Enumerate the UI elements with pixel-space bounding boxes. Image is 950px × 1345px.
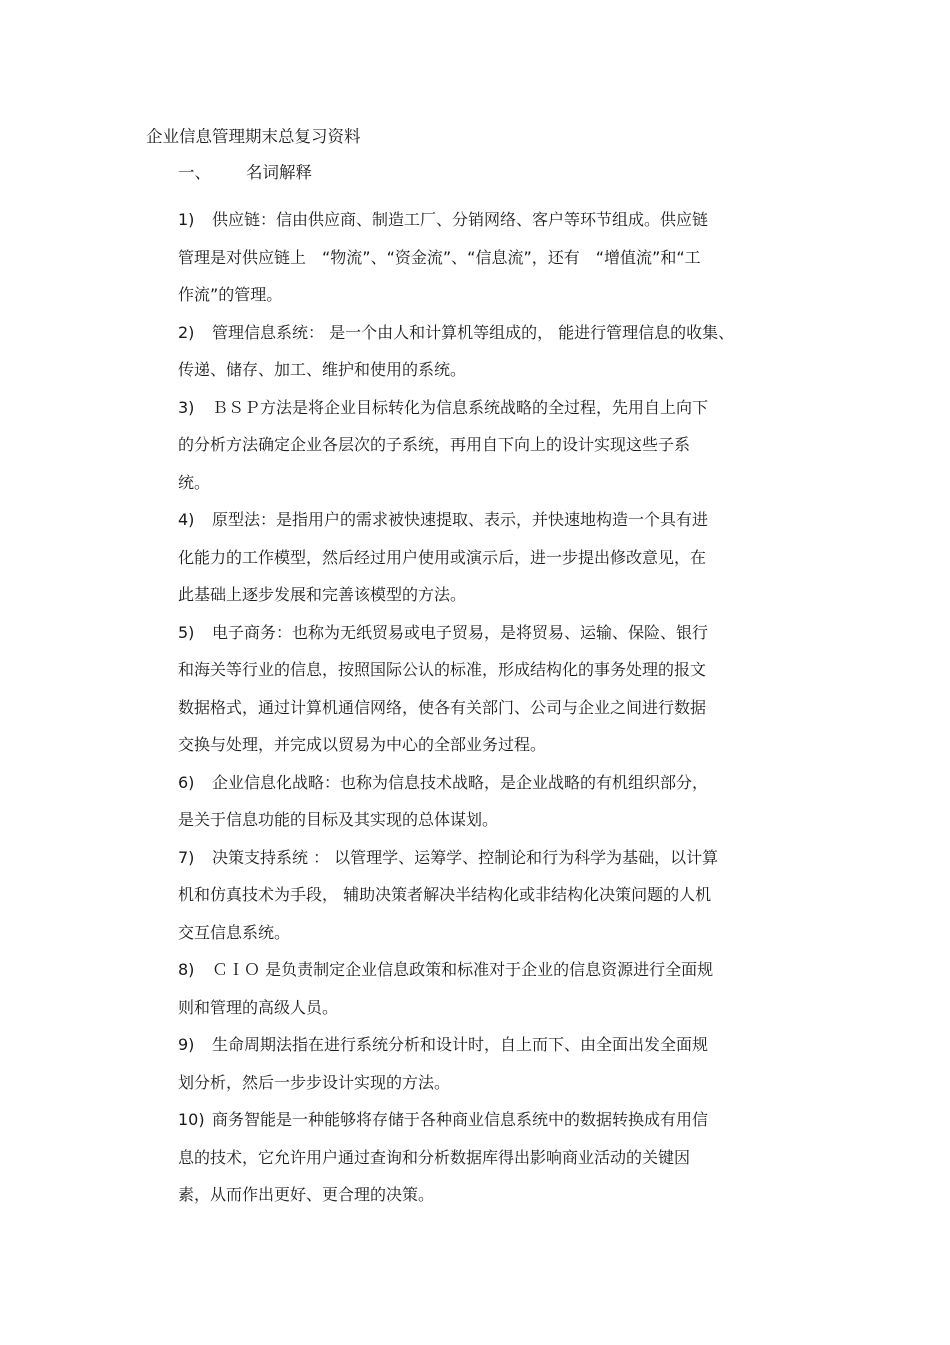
definition-item: [178, 1026, 818, 1101]
definition-item: [178, 951, 818, 1026]
definition-line: [178, 539, 818, 577]
definition-number: 4): [178, 510, 195, 529]
definition-item: [178, 614, 818, 764]
definition-text: 此基础上逐步发展和完善该模型的方法。: [178, 585, 467, 604]
definition-line: [178, 201, 818, 239]
definition-line: [178, 914, 818, 952]
definition-text: 传递、储存、加工、维护和使用的系统。: [178, 360, 467, 379]
definition-text: 机和仿真技术为手段， 辅助决策者解决半结构化或非结构化决策问题的人机: [178, 885, 712, 904]
definition-line: [178, 314, 818, 352]
definition-item: [178, 314, 818, 389]
definition-line: [178, 764, 818, 802]
definition-line: [178, 351, 818, 389]
definition-text: 生命周期法指在进行系统分析和设计时，自上而下、由全面出发全面规: [212, 1035, 709, 1054]
definition-line: [178, 464, 818, 502]
definition-line: [178, 426, 818, 464]
definition-line: [178, 689, 818, 727]
definition-line: [178, 876, 818, 914]
section-heading: [178, 162, 312, 184]
definition-text: 和海关等行业的信息，按照国际公认的标准，形成结构化的事务处理的报文: [178, 660, 707, 679]
definition-line: [178, 614, 818, 652]
section-title: 名词解释: [246, 163, 312, 182]
definition-line: [178, 239, 818, 277]
definition-text: 管理信息系统： 是一个由人和计算机等组成的， 能进行管理信息的收集、: [212, 322, 735, 342]
document-title: 企业信息管理期末总复习资料: [146, 127, 361, 146]
definition-item: [178, 389, 818, 502]
definition-text: 息的技术，它允许用户通过查询和分析数据库得出影响商业活动的关键因: [178, 1147, 691, 1167]
definition-number: 5): [178, 622, 195, 642]
definition-text: 管理是对供应链上 “物流”、“资金流”、“信息流”，还有 “增值流”和“工: [178, 247, 701, 267]
definition-line: [178, 651, 818, 689]
definition-number: 8): [178, 960, 195, 979]
definition-item: [178, 764, 818, 839]
definition-line: [178, 1101, 818, 1139]
definition-line: [178, 1139, 818, 1177]
definition-list: [178, 201, 818, 1214]
definition-text: ＢＳＰ方法是将企业目标转化为信息系统战略的全过程，先用自上向下: [212, 397, 709, 417]
definition-text: 原型法：是指用户的需求被快速提取、表示，并快速地构造一个具有进: [212, 510, 709, 529]
definition-text: 电子商务：也称为无纸贸易或电子贸易，是将贸易、运输、保险、银行: [212, 622, 709, 642]
definition-text: ＣＩＯ 是负责制定企业信息政策和标准对于企业的信息资源进行全面规: [212, 960, 714, 979]
definition-item: [178, 1101, 818, 1214]
definition-text: 数据格式，通过计算机通信网络，使各有关部门、公司与企业之间进行数据: [178, 697, 707, 717]
definition-line: [178, 951, 818, 989]
definition-number: 3): [178, 397, 195, 417]
definition-text: 交换与处理，并完成以贸易为中心的全部业务过程。: [178, 735, 547, 754]
definition-line: [178, 1176, 818, 1214]
definition-line: [178, 1026, 818, 1064]
definition-number: 9): [178, 1035, 195, 1054]
definition-text: 则和管理的高级人员。: [178, 997, 339, 1017]
definition-number: 6): [178, 772, 195, 792]
definition-item: [178, 839, 818, 952]
definition-text: 作流”的管理。: [178, 285, 283, 304]
definition-text: 供应链：信由供应商、制造工厂、分销网络、客户等环节组成。供应链: [212, 210, 709, 229]
definition-line: [178, 276, 818, 314]
definition-text: 企业信息化战略：也称为信息技术战略，是企业战略的有机组织部分，: [212, 772, 709, 792]
definition-text: 统。: [178, 472, 211, 492]
definition-text: 化能力的工作模型，然后经过用户使用或演示后，进一步提出修改意见，在: [178, 547, 707, 567]
definition-text: 商务智能是一种能够将存储于各种商业信息系统中的数据转换成有用信: [212, 1110, 709, 1129]
definition-text: 划分析，然后一步步设计实现的方法。: [178, 1072, 451, 1092]
section-number: 一、: [178, 163, 211, 182]
definition-line: [178, 389, 818, 427]
definition-text: 决策支持系统 ： 以管理学、运筹学、控制论和行为科学为基础，以计算: [212, 847, 719, 867]
definition-line: [178, 839, 818, 877]
definition-number: 10): [178, 1110, 205, 1129]
definition-number: 7): [178, 847, 195, 867]
definition-line: [178, 1064, 818, 1102]
definition-text: 素，从而作出更好、更合理的决策。: [178, 1185, 435, 1204]
definition-text: 的分析方法确定企业各层次的子系统，再用自下向上的设计实现这些子系: [178, 435, 691, 454]
definition-line: [178, 726, 818, 764]
definition-item: [178, 501, 818, 614]
definition-item: [178, 201, 818, 314]
definition-number: 2): [178, 322, 195, 342]
definition-line: [178, 801, 818, 839]
definition-number: 1): [178, 210, 195, 229]
definition-text: 交互信息系统。: [178, 922, 291, 942]
definition-line: [178, 576, 818, 614]
definition-line: [178, 501, 818, 539]
definition-line: [178, 989, 818, 1027]
definition-text: 是关于信息功能的目标及其实现的总体谋划。: [178, 810, 499, 829]
